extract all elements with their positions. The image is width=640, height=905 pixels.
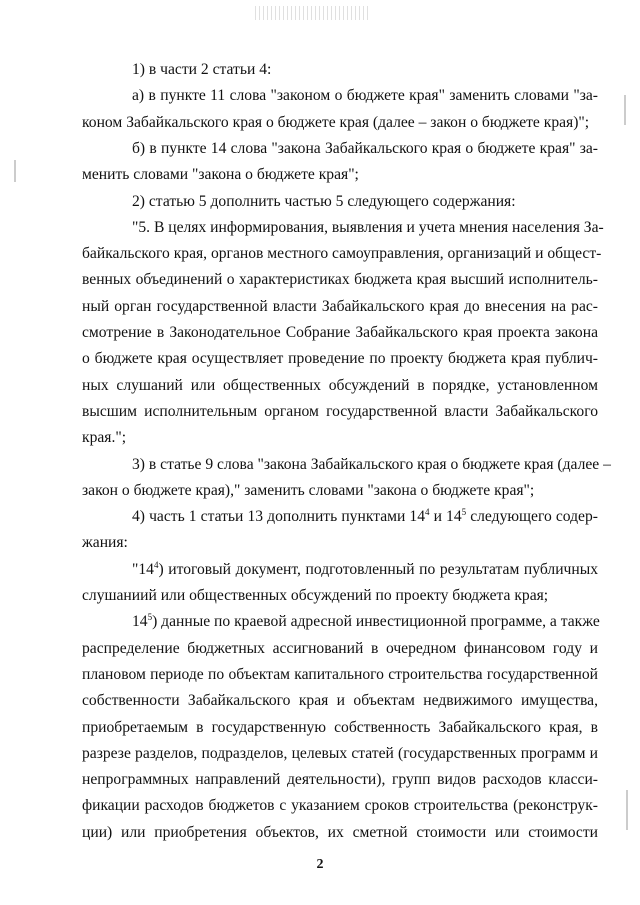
text-line: ный орган государственной власти Забайкальского края до внесения на рас-: [82, 297, 598, 315]
text-line: закон о бюджете края)," заменить словами "закона о бюджете края";: [82, 481, 535, 499]
text-line: жания:: [82, 534, 128, 552]
text-line: распределение бюджетных ассигнований в очередном финансовом году и: [82, 639, 598, 657]
text-line: края.";: [82, 429, 127, 447]
scan-edge-mark: [626, 790, 628, 830]
text-line: "$14^4$) итоговый документ, подготовленный по результатам публичных: [132, 559, 598, 578]
text-line: слушаниий или общественных обсуждений по проекту бюджета края;: [82, 587, 549, 604]
text-line: а) в пункте 11 слова "законом о бюджете края" заменить словами "за-: [132, 87, 598, 105]
text-line: ных слушаний или общественных обсуждений в порядке, установленном: [82, 376, 598, 394]
text-line: 4) часть 1 статьи 13 дополнить пунктами $14^4$ и $14^5$ следующего содер-: [132, 506, 598, 526]
text-line: менить словами "закона о бюджете края";: [82, 166, 359, 184]
text-line: смотрение в Законодательное Собрание Забайкальского края проекта закона: [82, 324, 598, 341]
text-line: $14^5$) данные по краевой адресной инвестиционной программе, а также: [132, 612, 600, 631]
text-line: плановом периоде по объектам капитального строительства государственной: [82, 665, 598, 683]
text-line: 3) в статье 9 слова "закона Забайкальского края о бюджете края (далее –: [132, 455, 611, 473]
text-line: ции) или приобретения объектов, их сметной стоимости или стоимости: [82, 823, 598, 841]
scan-edge-mark: [14, 160, 16, 182]
scan-edge-mark: [624, 95, 626, 125]
text-line: коном Забайкальского края о бюджете края (далее – закон о бюджете края)";: [82, 113, 590, 131]
text-line: б) в пункте 14 слова "закона Забайкальского края о бюджете края" за-: [132, 139, 598, 157]
page-number: 2: [316, 857, 324, 872]
text-line: разрезе разделов, подразделов, целевых статей (государственных программ и: [82, 744, 598, 762]
text-line: 1) в части 2 статьи 4:: [132, 61, 272, 78]
text-line: высшим исполнительным органом государственной власти Забайкальского: [82, 402, 598, 420]
text-line: собственности Забайкальского края и объектам недвижимого имущества,: [82, 692, 598, 710]
text-line: венных объединений о характеристиках бюджета края высший исполнитель-: [82, 271, 598, 289]
scan-artifact: [255, 6, 370, 20]
text-line: непрограммных направлений деятельности), групп видов расходов класси-: [82, 771, 598, 789]
text-line: 2) статью 5 дополнить частью 5 следующего содержания:: [132, 192, 516, 210]
text-line: байкальского края, органов местного самоуправления, организаций и общест-: [82, 245, 602, 263]
text-line: приобретаемым в государственную собственность Забайкальского края, в: [82, 718, 598, 736]
text-line: "5. В целях информирования, выявления и учета мнения населения За-: [132, 218, 604, 236]
text-line: фикации расходов бюджетов с указанием сроков строительства (реконструк-: [82, 797, 598, 815]
text-line: о бюджете края осуществляет проведение по проекту бюджета края публич-: [82, 350, 598, 368]
